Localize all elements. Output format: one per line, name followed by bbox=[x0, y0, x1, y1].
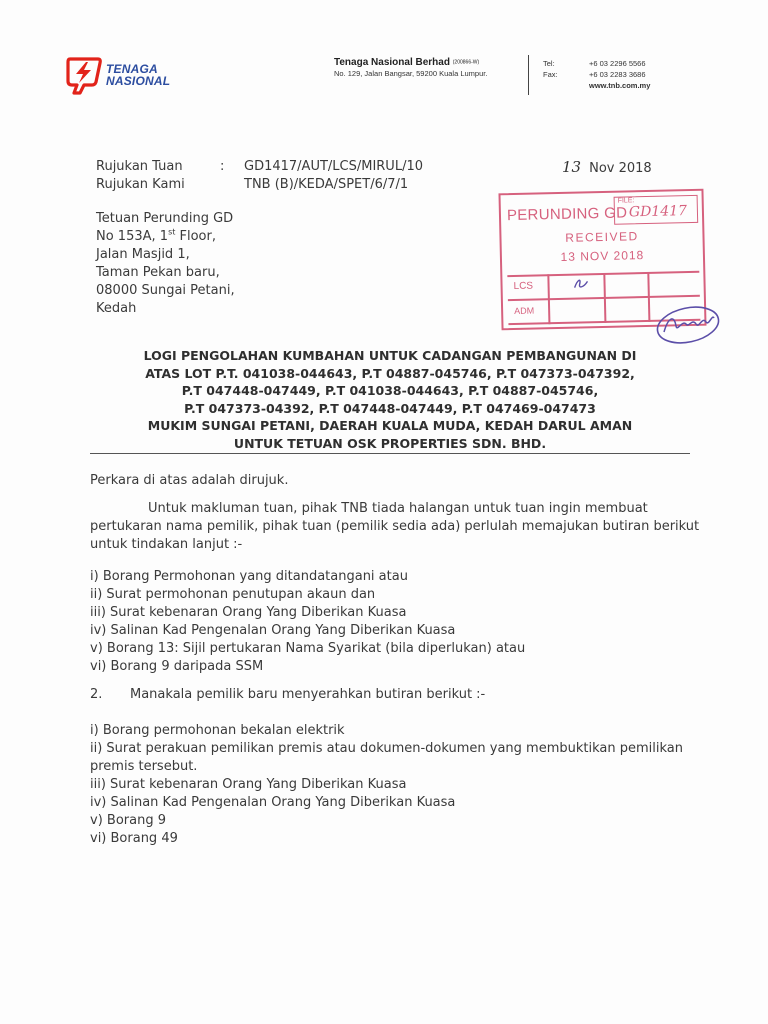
ref-row-tuan bbox=[96, 158, 423, 176]
subject-line: ATAS LOT P.T. 041038-044643, P.T 04887-045746, P.T 047373-047392, bbox=[145, 365, 635, 381]
list-item: iv) Salinan Kad Pengenalan Orang Yang Diberikan Kuasa bbox=[90, 795, 456, 810]
letter-date bbox=[562, 158, 652, 178]
letter-subject bbox=[90, 347, 690, 453]
ref-tuan-label: Rujukan Tuan bbox=[96, 159, 183, 174]
subject-line: P.T 047373-04392, P.T 047448-047449, P.T 047469-047473 bbox=[184, 400, 596, 416]
list-item: iv) Salinan Kad Pengenalan Orang Yang Diberikan Kuasa bbox=[90, 623, 456, 638]
company-reg-number: (200866-W) bbox=[452, 59, 480, 66]
address-line: No 153A, 1st Floor, bbox=[96, 227, 216, 244]
address-line: Taman Pekan baru, bbox=[96, 265, 220, 280]
ref-colon: : bbox=[220, 159, 225, 174]
list-item: vi) Borang 9 daripada SSM bbox=[90, 659, 264, 674]
website-row bbox=[543, 80, 650, 91]
ref-tuan-value: GD1417/AUT/LCS/MIRUL/10 bbox=[244, 159, 423, 174]
list-item: v) Borang 9 bbox=[90, 813, 166, 828]
contact-block bbox=[543, 58, 650, 91]
document-list-1 bbox=[90, 568, 525, 676]
logo-line-1: TENAGA bbox=[106, 62, 158, 76]
section-number: 2. bbox=[90, 687, 103, 702]
tel-label: Tel: bbox=[543, 59, 555, 68]
paragraph-main bbox=[90, 500, 702, 554]
tel-value: +6 03 2296 5566 bbox=[589, 59, 646, 68]
address-line: 08000 Sungai Petani, bbox=[96, 283, 235, 298]
signature-mark bbox=[654, 304, 722, 346]
tnb-logo-icon bbox=[64, 55, 104, 97]
list-item: v) Borang 13: Sijil pertukaran Nama Syarikat (bila diperlukan) atau bbox=[90, 641, 526, 656]
subject-line: P.T 047448-047449, P.T 041038-044643, P.T 04887-045746, bbox=[181, 383, 599, 399]
stamp-file-value: GD1417 bbox=[628, 203, 688, 221]
company-name: Tenaga Nasional Berhad bbox=[334, 57, 450, 68]
reference-block bbox=[96, 158, 423, 194]
address-line: Tetuan Perunding GD bbox=[96, 211, 234, 226]
address-line: Jalan Masjid 1, bbox=[96, 247, 190, 262]
ref-kami-value: TNB (B)/KEDA/SPET/6/7/1 bbox=[244, 177, 409, 192]
stamp-received-text: RECEIVED bbox=[565, 229, 639, 245]
stamp-firm-name: PERUNDING GD bbox=[506, 204, 628, 225]
stamp-initial-mark bbox=[571, 275, 591, 291]
section-2-heading bbox=[90, 686, 485, 704]
subject-underline bbox=[90, 453, 690, 454]
list-item: i) Borang permohonan bekalan elektrik bbox=[90, 723, 345, 738]
stamp-file-label: FILE: bbox=[617, 197, 635, 205]
tnb-logo bbox=[64, 55, 194, 99]
document-list-2 bbox=[90, 722, 702, 848]
logo-line-2: NASIONAL bbox=[106, 74, 171, 88]
date-month-year: Nov 2018 bbox=[589, 161, 652, 176]
section-2-text: Manakala pemilik baru menyerahkan butiran berikut :- bbox=[130, 687, 486, 702]
website-link[interactable]: www.tnb.com.my bbox=[589, 81, 651, 90]
list-item: iii) Surat kebenaran Orang Yang Diberikan Kuasa bbox=[90, 777, 407, 792]
letterhead-divider bbox=[528, 55, 529, 95]
list-item: ii) Surat permohonan penutupan akaun dan bbox=[90, 587, 376, 602]
date-day-handwritten: 13 bbox=[562, 158, 582, 176]
company-address: No. 129, Jalan Bangsar, 59200 Kuala Lumpur. bbox=[334, 69, 488, 78]
company-name-line bbox=[334, 57, 487, 68]
ref-row-kami bbox=[96, 176, 423, 194]
fax-label: Fax: bbox=[543, 70, 558, 79]
address-line: Kedah bbox=[96, 301, 137, 316]
list-item: i) Borang Permohonan yang ditandatangani atau bbox=[90, 569, 408, 584]
list-item: iii) Surat kebenaran Orang Yang Diberikan Kuasa bbox=[90, 605, 407, 620]
tnb-logo-text bbox=[106, 63, 170, 87]
list-item: ii) Surat perakuan pemilikan premis atau dokumen-dokumen yang membuktikan pemilikan premis tersebut. bbox=[90, 741, 684, 774]
recipient-address bbox=[96, 210, 235, 318]
stamp-lcs-label: LCS bbox=[513, 280, 534, 293]
fax-value: +6 03 2283 3686 bbox=[589, 70, 646, 79]
stamp-date: 13 NOV 2018 bbox=[560, 248, 645, 264]
stamp-file-box bbox=[614, 195, 699, 225]
company-block bbox=[334, 57, 487, 78]
subject-line: UNTUK TETUAN OSK PROPERTIES SDN. BHD. bbox=[233, 435, 547, 451]
fax-row bbox=[543, 69, 650, 80]
ref-kami-label: Rujukan Kami bbox=[96, 177, 185, 192]
list-item: vi) Borang 49 bbox=[90, 831, 178, 846]
paragraph-intro: Perkara di atas adalah dirujuk. bbox=[90, 473, 289, 488]
subject-line: LOGI PENGOLAHAN KUMBAHAN UNTUK CADANGAN PEMBANGUNAN DI bbox=[143, 348, 637, 363]
paragraph-main-text: Untuk makluman tuan, pihak TNB tiada halangan untuk tuan ingin membuat pertukaran nama pemilik, pihak tuan (pemilik sedia ada) perlulah memajukan butiran berikut untuk tindakan lanjut :- bbox=[90, 501, 700, 552]
tel-row bbox=[543, 58, 650, 69]
stamp-adm-label: ADM bbox=[514, 305, 535, 317]
subject-line: MUKIM SUNGAI PETANI, DAERAH KUALA MUDA, KEDAH DARUL AMAN bbox=[147, 418, 633, 434]
